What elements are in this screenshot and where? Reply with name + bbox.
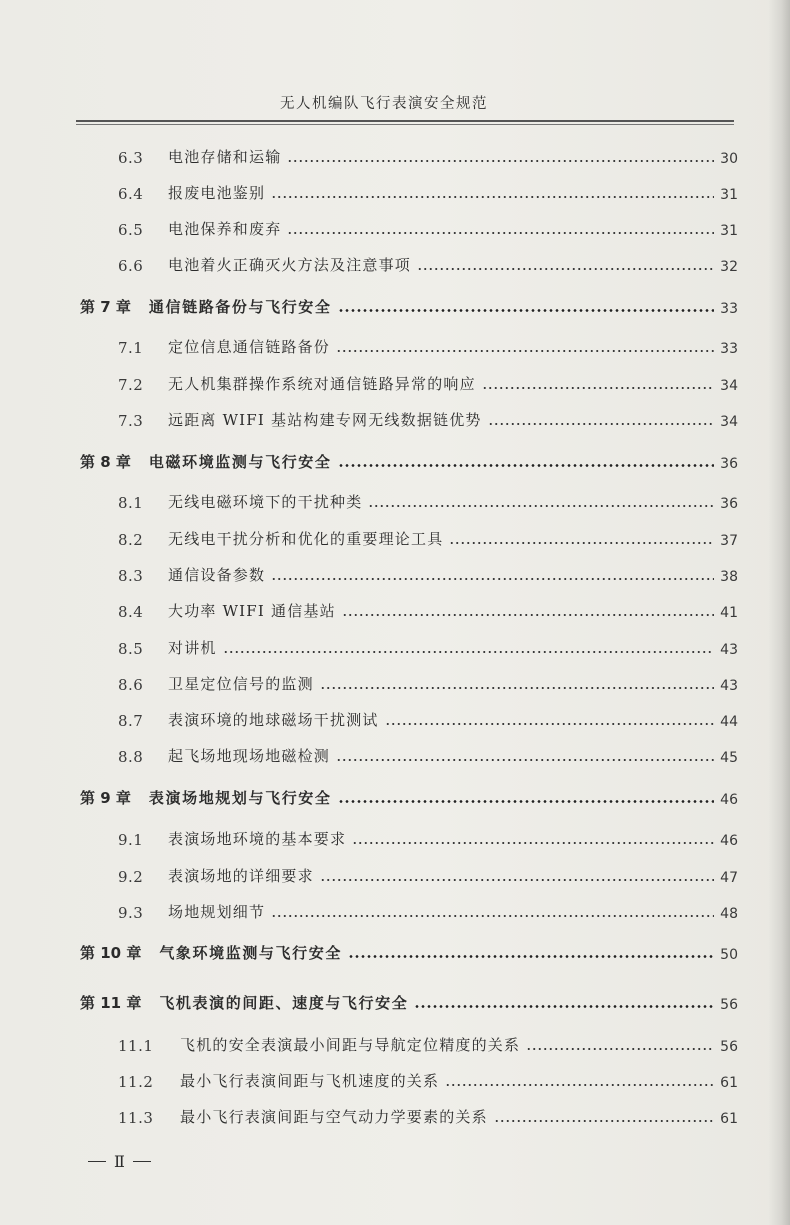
toc-section-entry (118, 634, 738, 658)
dot-leader (352, 842, 714, 844)
section-number: 8.7 (118, 712, 144, 730)
chapter-number: 第 11 章 (80, 994, 142, 1012)
page-number: 36 (720, 496, 738, 512)
page-number: 41 (720, 605, 738, 621)
toc-section-entry (118, 1031, 738, 1055)
page-number: 36 (720, 456, 738, 472)
toc-section-entry (118, 898, 738, 922)
chapter-title: 飞机表演的间距、速度与飞行安全 (159, 994, 409, 1012)
section-title: 卫星定位信号的监测 (168, 675, 314, 693)
section-title: 表演环境的地球磁场干扰测试 (168, 711, 379, 729)
page-number: 50 (720, 947, 738, 963)
dot-leader (338, 464, 715, 467)
section-number: 11.1 (118, 1037, 154, 1055)
page-edge-shadow (768, 0, 790, 1225)
section-number: 7.3 (118, 412, 144, 430)
toc-section-entry (118, 862, 738, 886)
section-title: 大功率 WIFI 通信基站 (168, 602, 336, 620)
toc-section-entry (118, 1067, 738, 1091)
page-number: 31 (720, 223, 738, 239)
section-title: 无线电磁环境下的干扰种类 (168, 493, 363, 511)
section-title: 最小飞行表演间距与空气动力学要素的关系 (180, 1108, 488, 1126)
toc-section-entry (118, 706, 738, 730)
page-number: 61 (720, 1111, 738, 1127)
toc-section-entry (118, 561, 738, 585)
header-rule (76, 120, 734, 122)
section-title: 飞机的安全表演最小间距与导航定位精度的关系 (180, 1036, 521, 1054)
page-number: 33 (720, 341, 738, 357)
toc-chapter-entry (80, 293, 738, 317)
toc-section-entry (118, 370, 738, 394)
header-rule-thin (76, 124, 734, 125)
dot-leader (414, 1005, 714, 1008)
page-number: 37 (720, 533, 738, 549)
page-number: 38 (720, 569, 738, 585)
page-number: 43 (720, 642, 738, 658)
section-title: 电池保养和废弃 (168, 220, 282, 238)
toc-section-entry (118, 333, 738, 357)
dot-leader (336, 350, 714, 352)
toc-section-entry (118, 215, 738, 239)
section-title: 电池存储和运输 (168, 148, 282, 166)
dot-leader (320, 687, 714, 689)
page-number: 43 (720, 678, 738, 694)
section-number: 9.2 (118, 868, 144, 886)
chapter-title: 表演场地规划与飞行安全 (148, 789, 332, 807)
page-number: 56 (720, 997, 738, 1013)
dot-leader (338, 309, 715, 312)
section-number: 7.1 (118, 339, 144, 357)
section-title: 电池着火正确灭火方法及注意事项 (168, 256, 412, 274)
chapter-number: 第 7 章 (80, 298, 131, 316)
folio-number: Ⅱ (114, 1152, 125, 1171)
dot-leader (385, 723, 715, 725)
chapter-number: 第 9 章 (80, 789, 131, 807)
dot-leader (449, 542, 714, 544)
toc-section-entry (118, 670, 738, 694)
toc-section-entry (118, 1103, 738, 1127)
dot-leader (488, 423, 715, 425)
section-number: 6.3 (118, 149, 144, 167)
section-number: 9.3 (118, 904, 144, 922)
section-title: 远距离 WIFI 基站构建专网无线数据链优势 (168, 411, 482, 429)
dot-leader (271, 578, 714, 580)
dot-leader (417, 268, 714, 270)
section-title: 无线电干扰分析和优化的重要理论工具 (168, 530, 444, 548)
dot-leader (338, 800, 715, 803)
dot-leader (271, 915, 714, 917)
toc-chapter-entry (80, 784, 738, 808)
toc-section-entry (118, 597, 738, 621)
page-number: 61 (720, 1075, 738, 1091)
dot-leader (287, 232, 714, 234)
section-title: 对讲机 (168, 639, 217, 657)
dot-leader (223, 651, 715, 653)
chapter-title: 气象环境监测与飞行安全 (159, 944, 342, 962)
dot-leader (494, 1120, 714, 1122)
page-number: 45 (720, 750, 738, 766)
dot-leader (287, 160, 714, 162)
dot-leader (348, 955, 714, 958)
section-number: 8.4 (118, 603, 144, 621)
dot-leader (271, 196, 714, 198)
page-number: 46 (720, 792, 738, 808)
page-number: 46 (720, 833, 738, 849)
section-title: 无人机集群操作系统对通信链路异常的响应 (168, 375, 476, 393)
page-number: 32 (720, 259, 738, 275)
section-number: 8.5 (118, 640, 144, 658)
dot-leader (320, 879, 714, 881)
toc-section-entry (118, 488, 738, 512)
section-title: 最小飞行表演间距与飞机速度的关系 (180, 1072, 440, 1090)
dot-leader (342, 614, 714, 616)
dot-leader (336, 759, 714, 761)
page-folio (88, 1152, 151, 1171)
dot-leader (526, 1048, 714, 1050)
section-number: 6.5 (118, 221, 144, 239)
section-number: 8.6 (118, 676, 144, 694)
chapter-title: 通信链路备份与飞行安全 (148, 298, 332, 316)
section-number: 8.1 (118, 494, 144, 512)
toc-chapter-entry (80, 939, 738, 963)
section-number: 6.4 (118, 185, 144, 203)
section-number: 8.2 (118, 531, 144, 549)
section-number: 7.2 (118, 376, 144, 394)
page-number: 44 (720, 714, 738, 730)
toc-chapter-entry (80, 448, 738, 472)
toc-chapter-entry (80, 989, 738, 1013)
toc-section-entry (118, 143, 738, 167)
dot-leader (445, 1084, 714, 1086)
section-title: 起飞场地现场地磁检测 (168, 747, 331, 765)
section-number: 8.3 (118, 567, 144, 585)
page-number: 31 (720, 187, 738, 203)
toc-section-entry (118, 251, 738, 275)
page-number: 47 (720, 870, 738, 886)
chapter-number: 第 8 章 (80, 453, 131, 471)
toc-section-entry (118, 825, 738, 849)
page-number: 34 (720, 414, 738, 430)
section-number: 11.2 (118, 1073, 154, 1091)
section-title: 通信设备参数 (168, 566, 266, 584)
page-number: 30 (720, 151, 738, 167)
page-number: 33 (720, 301, 738, 317)
folio-dash-left (88, 1161, 106, 1162)
section-number: 6.6 (118, 257, 144, 275)
section-title: 表演场地环境的基本要求 (168, 830, 347, 848)
section-title: 场地规划细节 (168, 903, 266, 921)
chapter-title: 电磁环境监测与飞行安全 (148, 453, 332, 471)
section-title: 表演场地的详细要求 (168, 867, 314, 885)
section-title: 定位信息通信链路备份 (168, 338, 331, 356)
dot-leader (482, 387, 714, 389)
running-head: 无人机编队飞行表演安全规范 (280, 96, 488, 112)
page-number: 56 (720, 1039, 738, 1055)
toc-section-entry (118, 179, 738, 203)
section-number: 9.1 (118, 831, 144, 849)
page-number: 34 (720, 378, 738, 394)
chapter-number: 第 10 章 (80, 944, 142, 962)
section-number: 8.8 (118, 748, 144, 766)
dot-leader (368, 505, 714, 507)
toc-section-entry (118, 406, 738, 430)
section-title: 报废电池鉴别 (168, 184, 266, 202)
toc-section-entry (118, 525, 738, 549)
page-number: 48 (720, 906, 738, 922)
folio-dash-right (133, 1161, 151, 1162)
section-number: 11.3 (118, 1109, 154, 1127)
toc-section-entry (118, 742, 738, 766)
